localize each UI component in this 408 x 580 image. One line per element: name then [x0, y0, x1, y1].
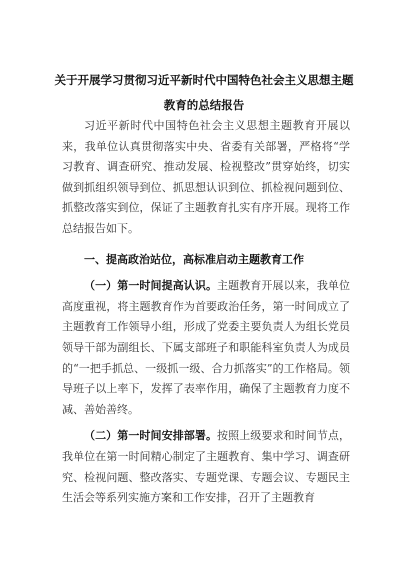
subsection-2-heading: （二）第一时间安排部署。 — [84, 429, 218, 443]
section-1-heading: 一、提高政治站位，高标准启动主题教育工作 — [84, 252, 304, 266]
intro-paragraph: 习近平新时代中国特色社会主义思想主题教育开展以来，我单位认真贯彻落实中央、省委有关部署，严格将“学习教育、调查研究、推动发展、检视整改”贯穿始终，切实做到抓组织领导到位、抓思想认识到位、抓检视问题到位、抓整改落实到位，保证了主题教育扎实有序开展。现将工作总结报告如下。 — [62, 119, 350, 235]
document-body — [62, 116, 350, 509]
subsection-2-text: 按照上级要求和时间节点，我单位在第一时间精心制定了主题教育、集中学习、调查研究、检视问题、整改落实、专题党课、专题会议、专题民主生活会等系列实施方案和工作安排，召开了主题教育 — [62, 429, 351, 505]
subsection-2-paragraph — [62, 426, 350, 508]
subsection-1-paragraph — [62, 276, 350, 420]
document-title: 关于开展学习贯彻习近平新时代中国特色社会主义思想主题教育的总结报告 — [54, 73, 354, 112]
subsection-1-heading: （一）第一时间提高认识。 — [84, 279, 218, 293]
subsection-1-text: 主题教育开展以来，我单位高度重视，将主题教育作为首要政治任务，第一时间成立了主题教育工作领导小组，形成了党委主要负责人为组长党员领导干部为副组长、下属支部班子和职能科室负责人为成员的“一把手抓总、一级抓一级、合力抓落实”的工作格局。领导班子以上率下，发挥了表率作用，确保了主题教育力度不减、善始善终。 — [62, 279, 351, 416]
